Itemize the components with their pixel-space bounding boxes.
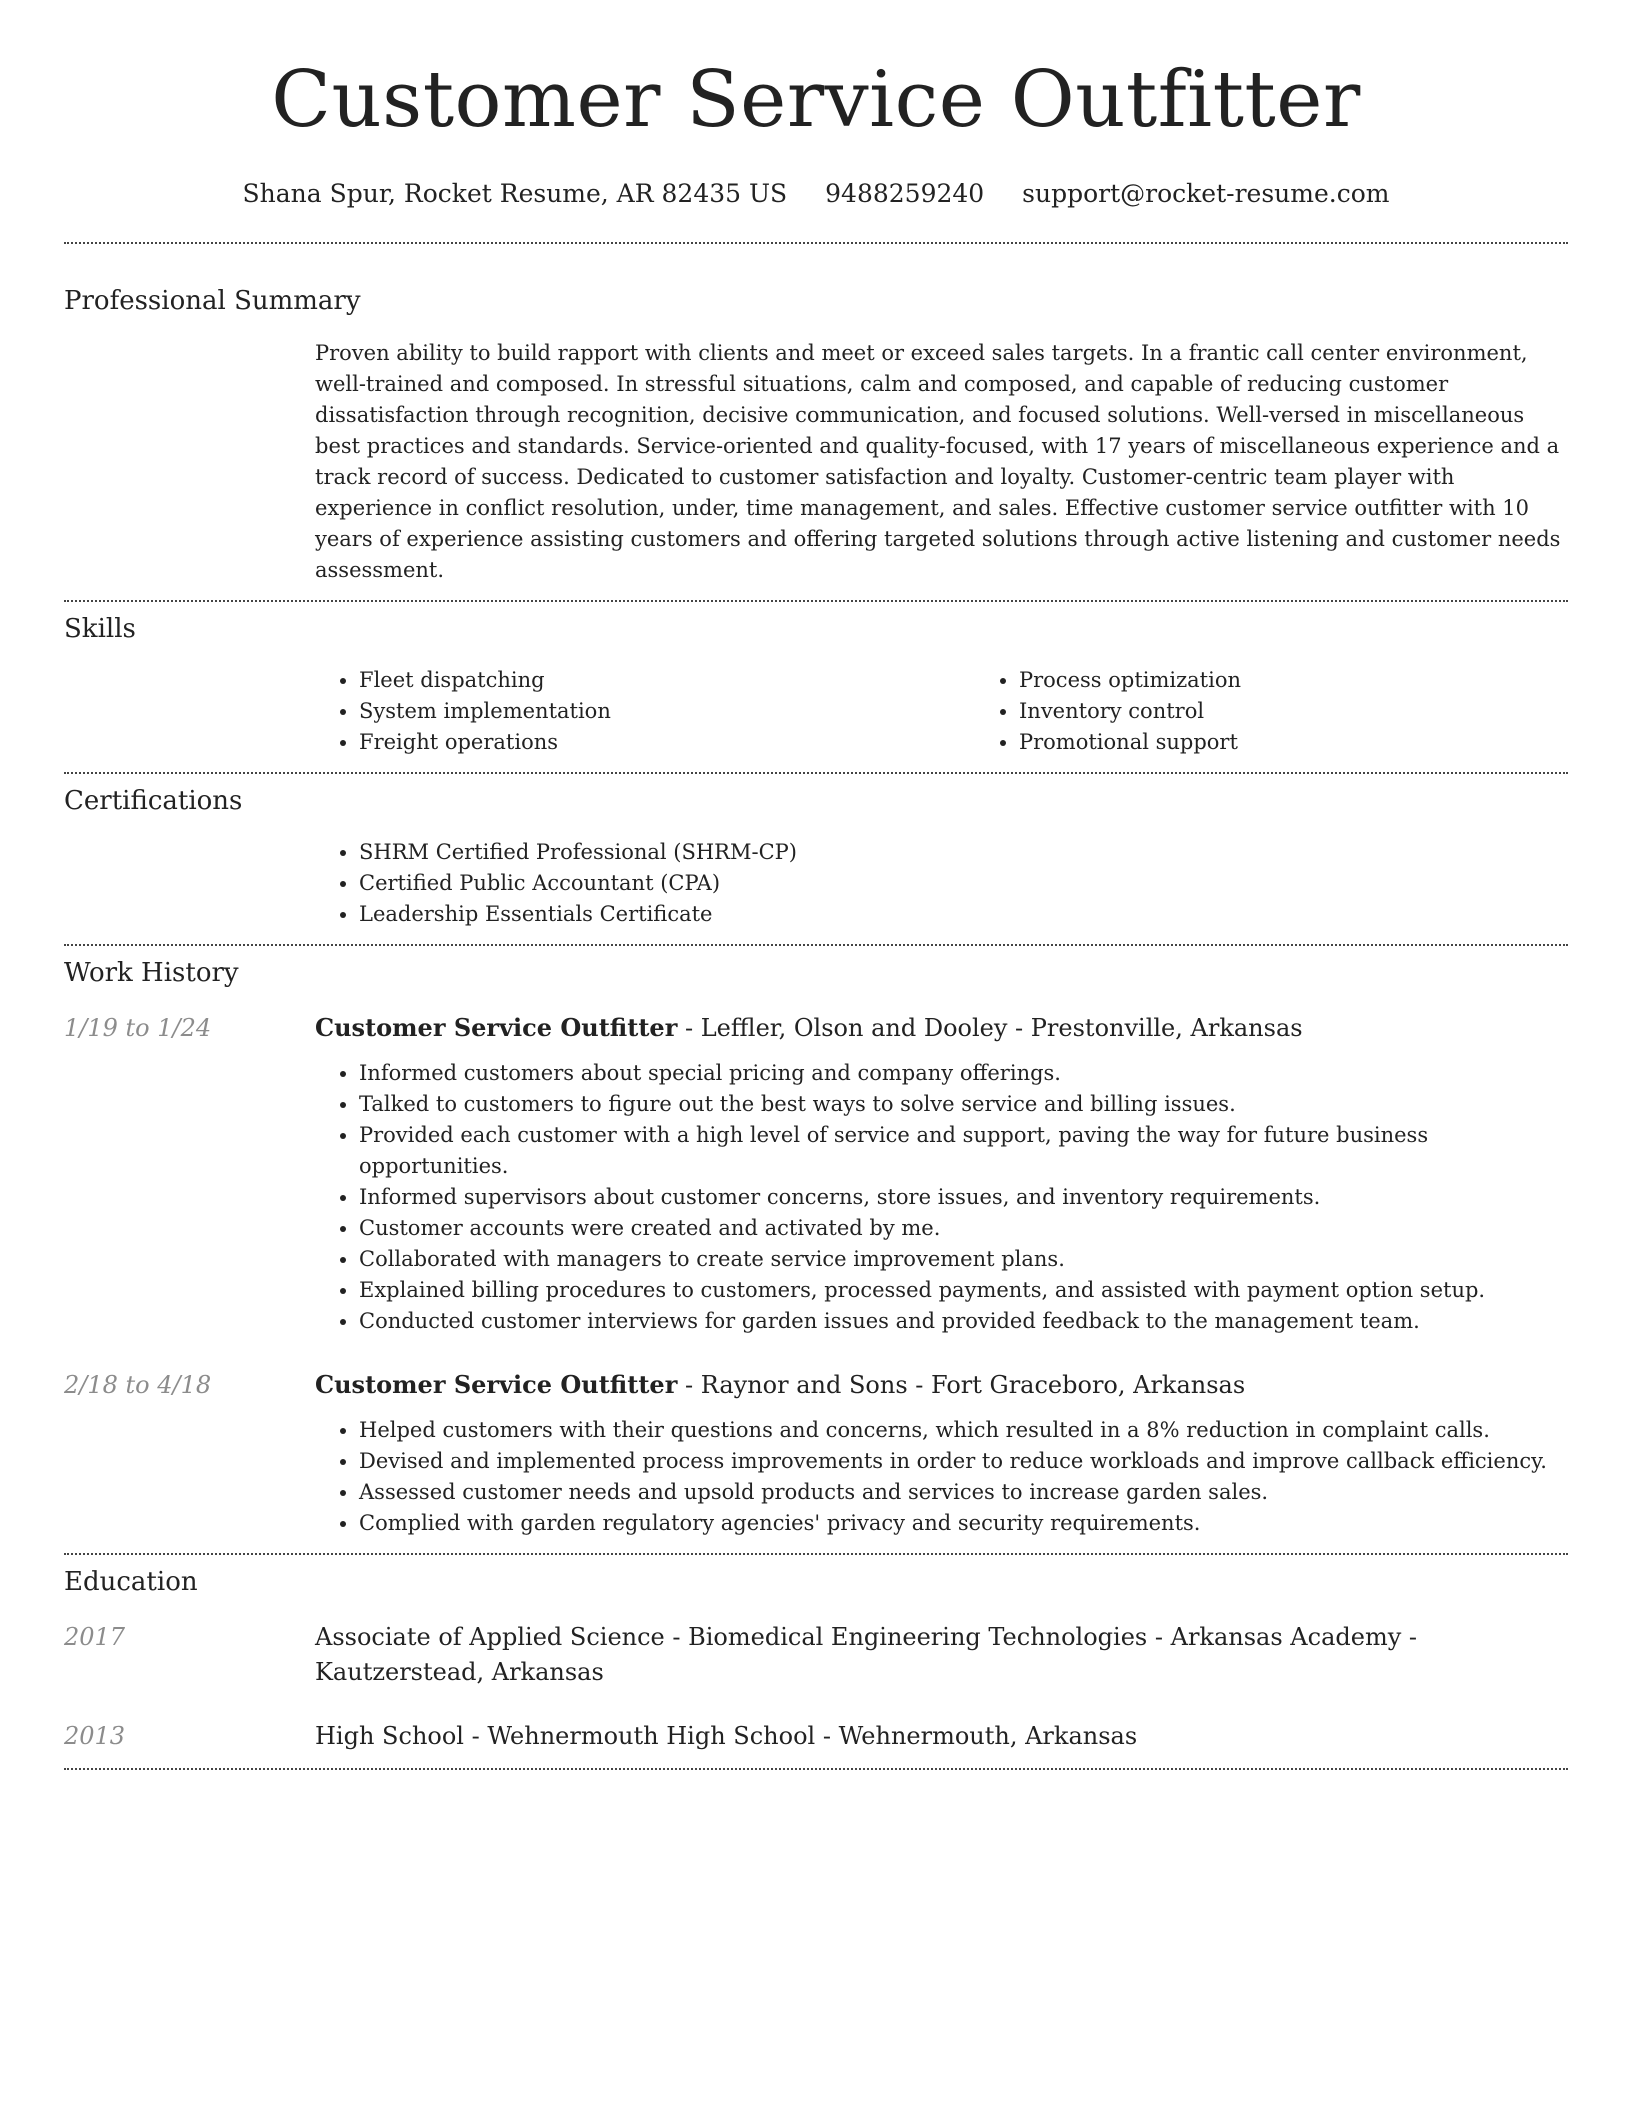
skills-list-left <box>315 665 975 758</box>
skill-item: • Fleet dispatching <box>359 665 975 696</box>
job-employer: - Raynor and Sons - Fort Graceboro, Arkansas <box>677 1371 1246 1399</box>
skill-item: • Inventory control <box>1019 696 1632 727</box>
education-detail: Associate of Applied Science - Biomedical Engineering Technologies - Arkansas Academy - <box>315 1623 1417 1651</box>
divider <box>64 1768 1568 1770</box>
job-bullet: • Devised and implemented process improvements in order to reduce workloads and improve callback efficiency. <box>359 1446 1568 1477</box>
work-section <box>64 946 1568 1539</box>
job-title <box>315 1012 1568 1044</box>
work-title: Work History <box>64 958 239 988</box>
certifications-section <box>64 774 1568 930</box>
education-entry <box>64 1720 1568 1752</box>
skill-item: • System implementation <box>359 696 975 727</box>
job-bullet: • Customer accounts were created and activated by me. <box>359 1213 1568 1244</box>
summary-title: Professional Summary <box>64 286 361 316</box>
job-role: Customer Service Outfitter <box>315 1013 678 1042</box>
job-bullet: • Collaborated with managers to create service improvement plans. <box>359 1244 1568 1275</box>
education-section <box>64 1555 1568 1752</box>
education-year: 2017 <box>64 1623 126 1651</box>
job-bullets <box>315 1415 1568 1539</box>
education-year: 2013 <box>64 1722 126 1750</box>
job-dates: 2/18 to 4/18 <box>64 1371 212 1399</box>
skills-section <box>64 602 1568 758</box>
skill-item: • Freight operations <box>359 727 975 758</box>
job-bullet: • Conducted customer interviews for garden issues and provided feedback to the management team. <box>359 1306 1568 1337</box>
skills-title: Skills <box>64 614 136 644</box>
job-bullet: • Assessed customer needs and upsold products and services to increase garden sales. <box>359 1477 1568 1508</box>
job-bullet: • Provided each customer with a high level of service and support, paving the way for future business opportunities. <box>359 1120 1568 1182</box>
job-bullets <box>315 1058 1568 1337</box>
job-entry <box>64 1012 1568 1337</box>
contact-phone: 9488259240 <box>825 179 985 208</box>
certifications-title: Certifications <box>64 786 243 816</box>
job-bullet: • Talked to customers to figure out the best ways to solve service and billing issues. <box>359 1089 1568 1120</box>
education-title: Education <box>64 1567 198 1597</box>
skills-list-right <box>975 665 1632 758</box>
job-bullet: • Informed supervisors about customer concerns, store issues, and inventory requirements. <box>359 1182 1568 1213</box>
certification-item: • Certified Public Accountant (CPA) <box>359 868 1568 899</box>
job-employer: - Leffler, Olson and Dooley - Prestonville, Arkansas <box>677 1014 1303 1042</box>
job-bullet: • Complied with garden regulatory agencies' privacy and security requirements. <box>359 1508 1568 1539</box>
education-detail: Kautzerstead, Arkansas <box>315 1658 604 1686</box>
job-title <box>315 1369 1568 1401</box>
contact-line <box>0 178 1632 210</box>
job-bullet: • Informed customers about special pricing and company offerings. <box>359 1058 1568 1089</box>
skill-item: • Process optimization <box>1019 665 1632 696</box>
job-bullet: • Helped customers with their questions and concerns, which resulted in a 8% reduction in complaint calls. <box>359 1415 1568 1446</box>
skill-item: • Promotional support <box>1019 727 1632 758</box>
job-entry <box>64 1369 1568 1539</box>
contact-email: support@rocket-resume.com <box>1022 179 1390 208</box>
summary-section <box>64 244 1568 586</box>
education-detail: High School - Wehnermouth High School - Wehnermouth, Arkansas <box>315 1722 1138 1750</box>
job-bullet: • Explained billing procedures to customers, processed payments, and assisted with payment option setup. <box>359 1275 1568 1306</box>
certification-item: • Leadership Essentials Certificate <box>359 899 1568 930</box>
job-role: Customer Service Outfitter <box>315 1370 678 1399</box>
summary-text: Proven ability to build rapport with clients and meet or exceed sales targets. In a frantic call center environment, well-trained and composed. In stressful situations, calm and composed, and capable of reducing customer dissatisfaction through recognition, decisive communication, and focused solutions. Well-versed in miscellaneous best practices and standards. Service-oriented and quality-focused, with 17 years of miscellaneous experience and a track record of success. Dedicated to customer satisfaction and loyalty. Customer-centric team player with experience in conflict resolution, under, time management, and sales. Effective customer service outfitter with 10 years of experience assisting customers and offering targeted solutions through active listening and customer needs assessment. <box>315 341 1561 582</box>
contact-address: Shana Spur, Rocket Resume, AR 82435 US <box>242 179 788 208</box>
education-entry <box>64 1621 1568 1688</box>
job-dates: 1/19 to 1/24 <box>64 1014 212 1042</box>
certifications-list <box>315 837 1568 930</box>
resume-name: Customer Service Outfitter <box>271 55 1361 145</box>
certification-item: • SHRM Certified Professional (SHRM-CP) <box>359 837 1568 868</box>
